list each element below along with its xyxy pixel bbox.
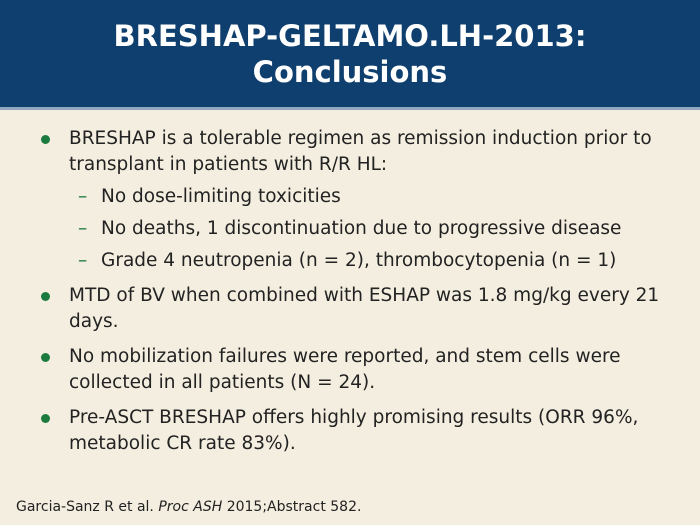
sub-bullet-item [69, 216, 680, 242]
bullet-text: BRESHAP is a tolerable regimen as remission induction prior to transplant in patients with R/R HL: [69, 128, 652, 175]
bullet-item [40, 126, 680, 274]
citation [16, 499, 361, 515]
bullet-dot-icon [41, 135, 50, 144]
bullet-dot-icon [41, 292, 50, 301]
bullet-item [40, 283, 680, 335]
citation-journal: Proc ASH [158, 499, 223, 515]
slide-body [40, 126, 680, 466]
sub-bullet-list [69, 184, 680, 274]
citation-authors: Garcia-Sanz R et al. [16, 499, 159, 515]
bullet-item [40, 344, 680, 396]
bullet-item [40, 405, 680, 457]
sub-bullet-text: No deaths, 1 discontinuation due to progressive disease [101, 218, 622, 239]
slide-header [0, 0, 700, 110]
bullet-text: Pre-ASCT BRESHAP offers highly promising results (ORR 96%, metabolic CR rate 83%). [69, 407, 639, 454]
citation-details: 2015;Abstract 582. [222, 499, 362, 515]
sub-bullet-text: Grade 4 neutropenia (n = 2), thrombocytopenia (n = 1) [101, 250, 617, 271]
bullet-dot-icon [41, 414, 50, 423]
sub-bullet-item [69, 184, 680, 210]
sub-bullet-text: No dose-limiting toxicities [101, 186, 341, 207]
dash-icon: – [78, 186, 88, 207]
dash-icon: – [78, 250, 88, 271]
slide-title-line-2: Conclusions [252, 54, 448, 89]
sub-bullet-item [69, 248, 680, 274]
bullet-text: No mobilization failures were reported, and stem cells were collected in all patients (N = 24). [69, 346, 621, 393]
dash-icon: – [78, 218, 88, 239]
slide-title-line-1: BRESHAP-GELTAMO.LH-2013: [113, 18, 587, 53]
bullet-text: MTD of BV when combined with ESHAP was 1.8 mg/kg every 21 days. [69, 285, 660, 332]
bullet-dot-icon [41, 353, 50, 362]
